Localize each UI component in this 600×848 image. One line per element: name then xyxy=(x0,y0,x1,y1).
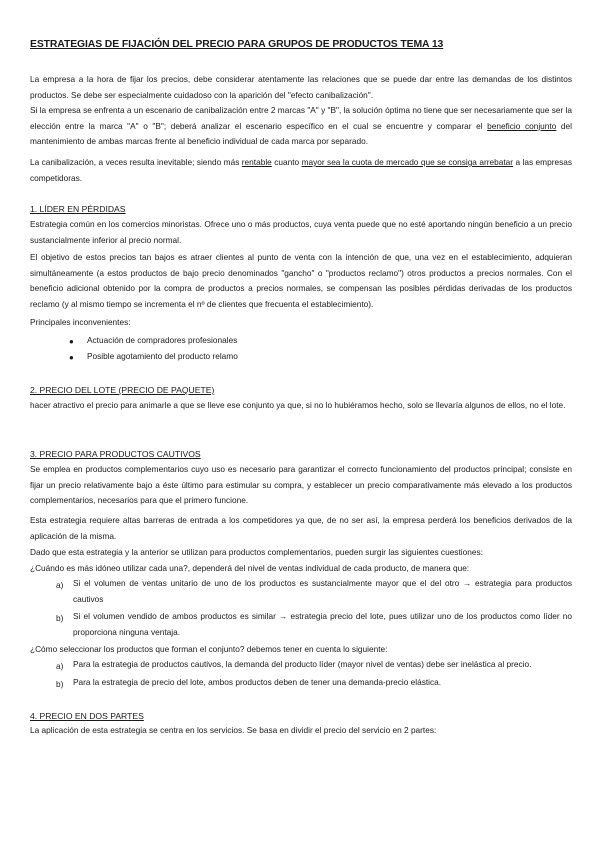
list-item: Posible agotamiento del producto relamo xyxy=(87,351,238,361)
bullet-dot: ● xyxy=(69,353,74,362)
list-marker: b) xyxy=(56,613,64,623)
section-3-paragraph-4: ¿Cuándo es más idóneo utilizar cada una?, dependerá del nivel de ventas individual de cada producto, de manera que: xyxy=(30,563,470,573)
section-4-paragraph-1: La aplicación de esta estrategia se centra en los servicios. Se basa en dividir el precio del servicio en 2 partes: xyxy=(30,725,437,735)
section-3-paragraph-5: ¿Cómo seleccionar los productos que forman el conjunto? debemos tener en cuenta lo siguiente: xyxy=(30,644,388,654)
section-4-heading: 4. PRECIO EN DOS PARTES xyxy=(30,711,144,721)
section-3-heading: 3. PRECIO PARA PRODUCTOS CAUTIVOS xyxy=(30,449,201,459)
underlined-term: mayor sea la cuota de mercado que se consiga arrebatar xyxy=(301,157,514,167)
list-item: Para la estrategia de productos cautivos, la demanda del producto líder (mayor nivel de ventas) debe ser inelástica al precio. xyxy=(73,659,532,669)
list-marker: b) xyxy=(56,679,64,689)
page-title: ESTRATEGIAS DE FIJACIÓN DEL PRECIO PARA GRUPOS DE PRODUCTOS TEMA 13 xyxy=(30,39,444,50)
section-2-paragraph-1: hacer atractivo el precio para animarle a que se lleve ese conjunto ya que, si no lo hubiéramos hecho, solo se llevaría algunos de ellos, no el lote. xyxy=(30,400,566,410)
list-marker: a) xyxy=(56,580,64,590)
bullet-dot: ● xyxy=(69,337,74,346)
list-item: Actuación de compradores profesionales xyxy=(87,335,238,345)
intro-paragraph-3: La canibalización, a veces resulta inevitable; siendo más rentable cuanto mayor sea la cuota de mercado que se consiga arrebatar a las empresas competidoras. xyxy=(30,157,572,183)
list-marker: a) xyxy=(56,661,64,671)
section-3-paragraph-1: Se emplea en productos complementarios cuyo uso es necesario para garantizar el correcto funcionamiento del productos principal; consiste en fijar un precio relativamente bajo a éste último para estimular su compra, y establecer un precio comparativamente más elevado a los productos complementarios, necesarios para que el primero funcione. xyxy=(30,464,572,506)
section-2-heading: 2. PRECIO DEL LOTE (PRECIO DE PAQUETE) xyxy=(30,385,215,395)
section-1-paragraph-1: Estrategia común en los comercios minoristas. Ofrece uno o más productos, cuya venta puede que no esté aportando ningún beneficio a un precio sustancialmente inferior al precio normal. xyxy=(30,219,572,245)
list-item: Si el volumen vendido de ambos productos es similar → estrategia precio del lote, pues utilizar uno de los productos como líder no proporciona ninguna ventaja. xyxy=(73,611,572,637)
section-1-heading: 1. LÍDER EN PÉRDIDAS xyxy=(30,204,126,214)
list-item: Para la estrategia de precio del lote, ambos productos deben de tener una demanda-precio elástica. xyxy=(73,677,442,687)
section-1-paragraph-3: Principales inconvenientes: xyxy=(30,317,131,327)
underlined-term: rentable xyxy=(241,157,272,167)
intro-paragraph-1: La empresa a la hora de fijar los precios, debe considerar atentamente las relaciones que se puede dar entre las demandas de los distintos productos. Se debe ser especialmente cuidadoso con la aparición del "efecto canibalización". xyxy=(30,74,572,100)
section-3-paragraph-2: Esta estrategia requiere altas barreras de entrada a los competidores ya que, de no ser así, la empresa perderá los beneficios derivados de la aplicación de la misma. xyxy=(30,515,572,541)
list-item: Si el volumen de ventas unitario de uno de los productos es sustancialmente mayor que el del otro → estrategia para productos cautivos xyxy=(73,578,572,604)
section-3-paragraph-3: Dado que esta estrategia y la anterior se utilizan para productos complementarios, pueden surgir las siguientes cuestiones: xyxy=(30,547,483,557)
section-1-paragraph-2: El objetivo de estos precios tan bajos es atraer clientes al punto de venta con la intención de que, una vez en el establecimiento, adquieran simultáneamente (a estos productos de bajo precio denominados "gancho" o "productos reclamo") otros productos a precios normales. Con el beneficio adicional obtenido por la compra de productos a precios normales, se compensan las posibles pérdidas derivadas de los productos reclamo (y al mismo tiempo se incrementa el nº de clientes que frecuenta el establecimiento). xyxy=(30,252,572,309)
intro-paragraph-2: Si la empresa se enfrenta a un escenario de canibalización entre 2 marcas "A" y "B", la solución óptima no tiene que ser necesariamente que ser la elección entre la marca "A" o "B"; deberá analizar el escenario específico en el cual se encuentre y comparar el beneficio conjunto del mantenimiento de ambas marcas frente al beneficio individual de cada marca por separado. xyxy=(30,105,572,147)
underlined-term: beneficio conjunto xyxy=(487,120,557,131)
